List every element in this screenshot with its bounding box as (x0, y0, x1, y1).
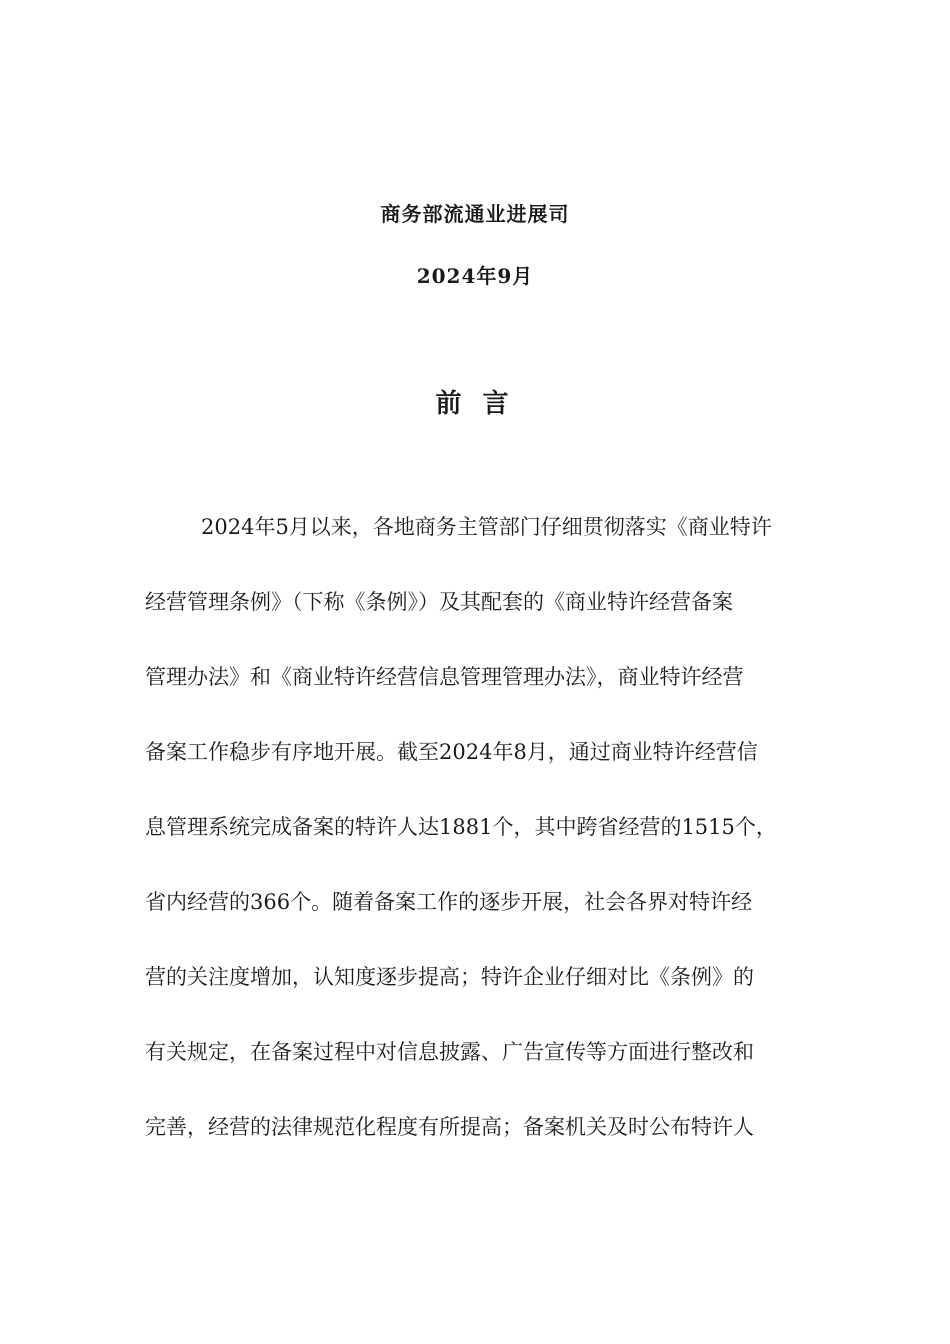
paragraph-line: 备案工作稳步有序地开展。截至2024年8月，通过商业特许经营信 (145, 740, 758, 764)
issue-date: 2024年9月 (416, 264, 534, 288)
section-title: 前 言 (435, 389, 515, 419)
paragraph-line: 2024年5月以来，各地商务主管部门仔细贯彻落实《商业特许 (201, 515, 772, 539)
body-paragraph (145, 508, 810, 1183)
paragraph-line: 有关规定，在备案过程中对信息披露、广告宣传等方面进行整改和 (145, 1040, 754, 1064)
paragraph-line: 经营管理条例》（下称《条例》）及其配套的《商业特许经营备案 (145, 590, 733, 614)
paragraph-line: 营的关注度增加，认知度逐步提高；特许企业仔细对比《条例》的 (145, 965, 754, 989)
paragraph-line: 省内经营的366个。随着备案工作的逐步开展，社会各界对特许经 (145, 890, 753, 914)
paragraph-line: 管理办法》和《商业特许经营信息管理管理办法》，商业特许经营 (145, 665, 744, 689)
issuing-organization: 商务部流通业进展司 (380, 202, 570, 226)
paragraph-line: 完善，经营的法律规范化程度有所提高；备案机关及时公布特许人 (145, 1115, 754, 1139)
paragraph-line: 息管理系统完成备案的特许人达1881个，其中跨省经营的1515个， (145, 815, 777, 839)
